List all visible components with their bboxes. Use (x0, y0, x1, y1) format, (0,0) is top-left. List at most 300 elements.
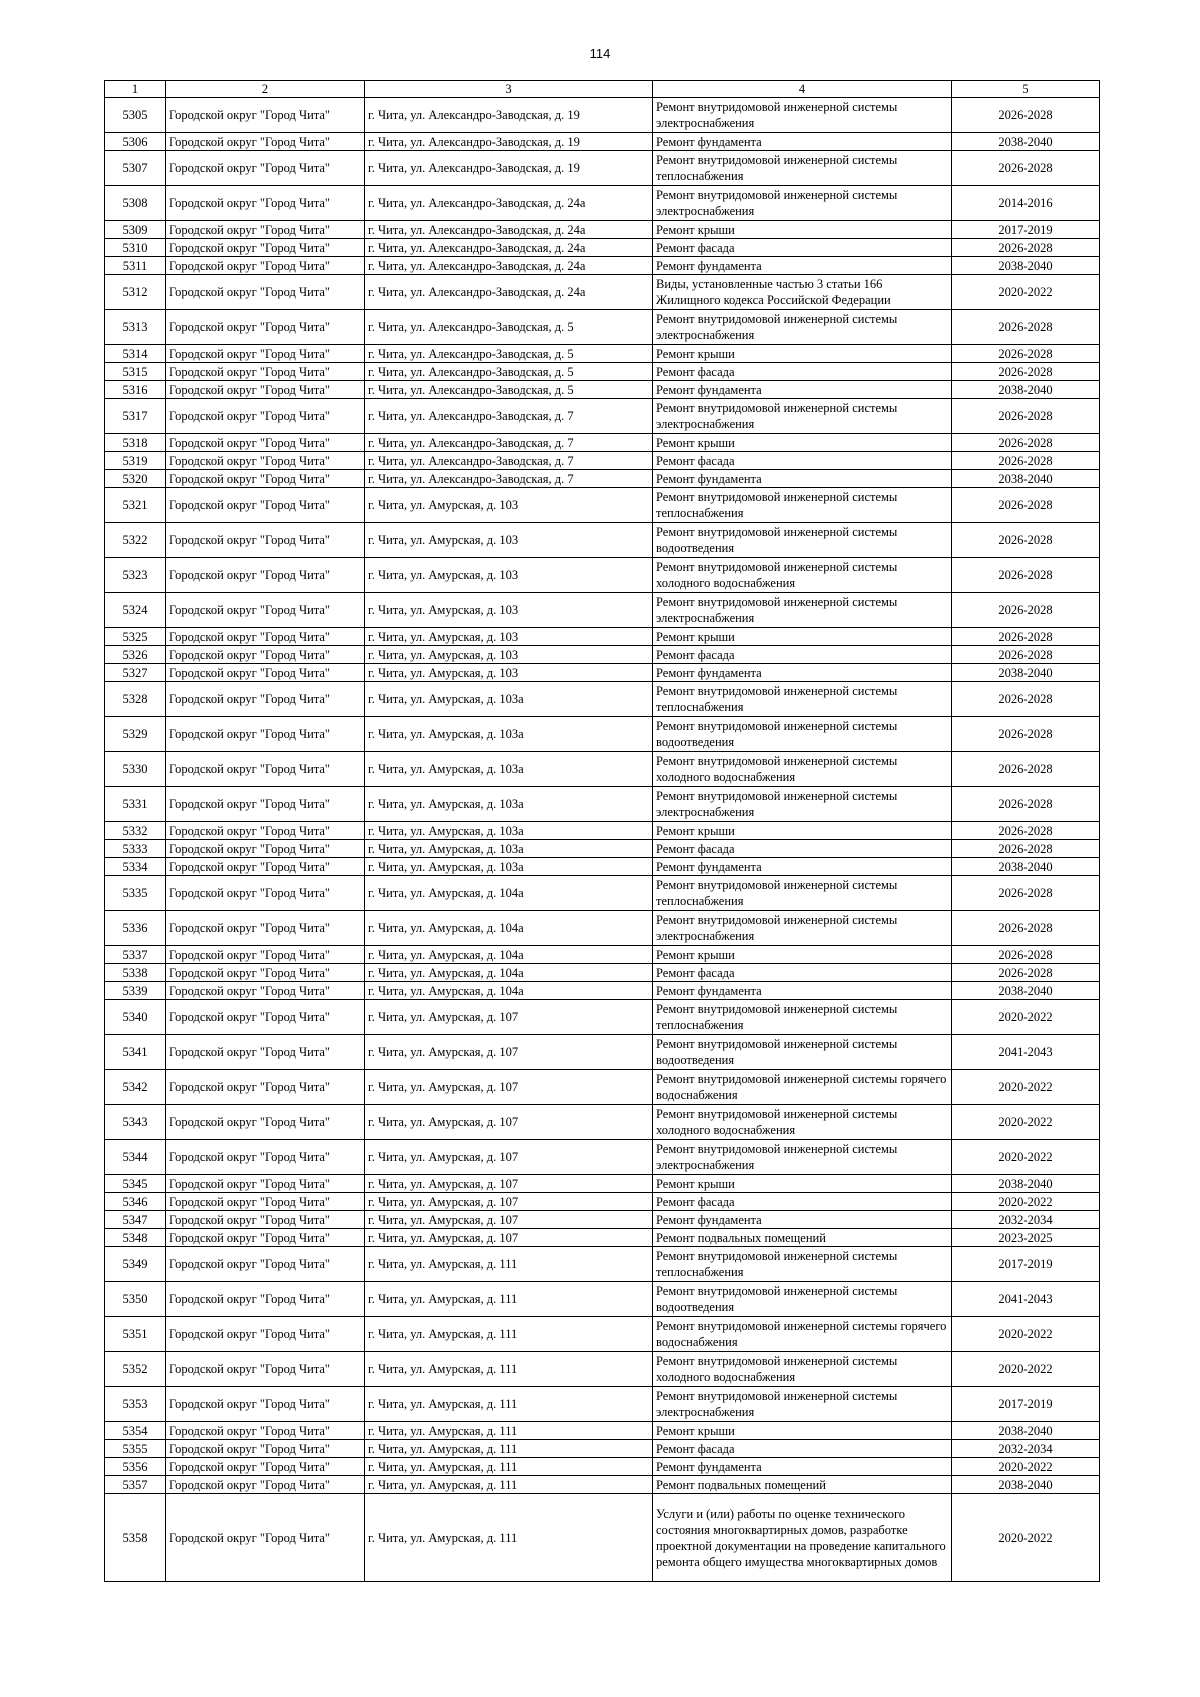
period-cell: 2020-2022 (952, 1000, 1100, 1035)
row-number: 5333 (105, 840, 166, 858)
municipality-cell: Городской округ "Город Чита" (166, 646, 365, 664)
period-cell: 2026-2028 (952, 98, 1100, 133)
work-type-cell: Ремонт внутридомовой инженерной системы теплоснабжения (653, 1247, 952, 1282)
row-number: 5344 (105, 1140, 166, 1175)
table-row (105, 1440, 1100, 1458)
municipality-cell: Городской округ "Город Чита" (166, 964, 365, 982)
address-cell: г. Чита, ул. Амурская, д. 104а (365, 946, 653, 964)
address-cell: г. Чита, ул. Амурская, д. 111 (365, 1247, 653, 1282)
period-cell: 2026-2028 (952, 628, 1100, 646)
address-cell: г. Чита, ул. Амурская, д. 111 (365, 1458, 653, 1476)
municipality-cell: Городской округ "Город Чита" (166, 434, 365, 452)
address-cell: г. Чита, ул. Амурская, д. 103а (365, 822, 653, 840)
address-cell: г. Чита, ул. Амурская, д. 107 (365, 1000, 653, 1035)
work-type-cell: Ремонт внутридомовой инженерной системы холодного водоснабжения (653, 752, 952, 787)
row-number: 5314 (105, 345, 166, 363)
table-row (105, 257, 1100, 275)
period-cell: 2020-2022 (952, 1352, 1100, 1387)
table-row (105, 787, 1100, 822)
work-type-cell: Ремонт внутридомовой инженерной системы электроснабжения (653, 399, 952, 434)
municipality-cell: Городской округ "Город Чита" (166, 717, 365, 752)
period-cell: 2038-2040 (952, 257, 1100, 275)
table-row (105, 399, 1100, 434)
work-type-cell: Ремонт внутридомовой инженерной системы водоотведения (653, 717, 952, 752)
address-cell: г. Чита, ул. Александро-Заводская, д. 19 (365, 151, 653, 186)
period-cell: 2020-2022 (952, 1105, 1100, 1140)
work-type-cell: Ремонт внутридомовой инженерной системы водоотведения (653, 1282, 952, 1317)
work-type-cell: Ремонт внутридомовой инженерной системы теплоснабжения (653, 151, 952, 186)
period-cell: 2026-2028 (952, 964, 1100, 982)
table-row (105, 593, 1100, 628)
work-type-cell: Ремонт внутридомовой инженерной системы теплоснабжения (653, 682, 952, 717)
work-type-cell: Ремонт крыши (653, 434, 952, 452)
address-cell: г. Чита, ул. Амурская, д. 103 (365, 488, 653, 523)
row-number: 5342 (105, 1070, 166, 1105)
work-type-cell: Ремонт внутридомовой инженерной системы горячего водоснабжения (653, 1317, 952, 1352)
table-row (105, 239, 1100, 257)
work-type-cell: Ремонт фундамента (653, 1458, 952, 1476)
work-type-cell: Ремонт внутридомовой инженерной системы теплоснабжения (653, 1000, 952, 1035)
period-cell: 2038-2040 (952, 133, 1100, 151)
row-number: 5306 (105, 133, 166, 151)
municipality-cell: Городской округ "Город Чита" (166, 946, 365, 964)
table-row (105, 523, 1100, 558)
row-number: 5347 (105, 1211, 166, 1229)
work-type-cell: Ремонт крыши (653, 345, 952, 363)
work-type-cell: Ремонт подвальных помещений (653, 1476, 952, 1494)
period-cell: 2026-2028 (952, 717, 1100, 752)
work-type-cell: Ремонт внутридомовой инженерной системы электроснабжения (653, 1140, 952, 1175)
period-cell: 2038-2040 (952, 664, 1100, 682)
municipality-cell: Городской округ "Город Чита" (166, 1317, 365, 1352)
table-row (105, 1070, 1100, 1105)
municipality-cell: Городской округ "Город Чита" (166, 1140, 365, 1175)
work-type-cell: Ремонт внутридомовой инженерной системы водоотведения (653, 1035, 952, 1070)
table-row (105, 1211, 1100, 1229)
address-cell: г. Чита, ул. Александро-Заводская, д. 24а (365, 275, 653, 310)
period-cell: 2026-2028 (952, 523, 1100, 558)
municipality-cell: Городской округ "Город Чита" (166, 1229, 365, 1247)
municipality-cell: Городской округ "Город Чита" (166, 452, 365, 470)
row-number: 5326 (105, 646, 166, 664)
address-cell: г. Чита, ул. Александро-Заводская, д. 24а (365, 186, 653, 221)
row-number: 5316 (105, 381, 166, 399)
address-cell: г. Чита, ул. Александро-Заводская, д. 7 (365, 434, 653, 452)
work-type-cell: Ремонт фундамента (653, 1211, 952, 1229)
work-type-cell: Ремонт фасада (653, 363, 952, 381)
address-cell: г. Чита, ул. Амурская, д. 111 (365, 1440, 653, 1458)
table-row (105, 381, 1100, 399)
row-number: 5315 (105, 363, 166, 381)
municipality-cell: Городской округ "Город Чита" (166, 876, 365, 911)
table-row (105, 982, 1100, 1000)
work-type-cell: Ремонт фасада (653, 964, 952, 982)
municipality-cell: Городской округ "Город Чита" (166, 558, 365, 593)
municipality-cell: Городской округ "Город Чита" (166, 399, 365, 434)
address-cell: г. Чита, ул. Александро-Заводская, д. 24а (365, 257, 653, 275)
row-number: 5324 (105, 593, 166, 628)
period-cell: 2038-2040 (952, 1422, 1100, 1440)
period-cell: 2017-2019 (952, 1387, 1100, 1422)
municipality-cell: Городской округ "Город Чита" (166, 682, 365, 717)
municipality-cell: Городской округ "Город Чита" (166, 664, 365, 682)
row-number: 5356 (105, 1458, 166, 1476)
municipality-cell: Городской округ "Город Чита" (166, 1175, 365, 1193)
table-row (105, 876, 1100, 911)
address-cell: г. Чита, ул. Амурская, д. 107 (365, 1035, 653, 1070)
period-cell: 2026-2028 (952, 363, 1100, 381)
row-number: 5343 (105, 1105, 166, 1140)
municipality-cell: Городской округ "Город Чита" (166, 186, 365, 221)
period-cell: 2023-2025 (952, 1229, 1100, 1247)
address-cell: г. Чита, ул. Амурская, д. 103а (365, 717, 653, 752)
table-row (105, 840, 1100, 858)
municipality-cell: Городской округ "Город Чита" (166, 470, 365, 488)
address-cell: г. Чита, ул. Амурская, д. 111 (365, 1387, 653, 1422)
period-cell: 2026-2028 (952, 239, 1100, 257)
address-cell: г. Чита, ул. Александро-Заводская, д. 7 (365, 399, 653, 434)
row-number: 5305 (105, 98, 166, 133)
row-number: 5327 (105, 664, 166, 682)
row-number: 5332 (105, 822, 166, 840)
table-row (105, 717, 1100, 752)
table-row (105, 1387, 1100, 1422)
table-row (105, 946, 1100, 964)
municipality-cell: Городской округ "Город Чита" (166, 1035, 365, 1070)
period-cell: 2032-2034 (952, 1211, 1100, 1229)
address-cell: г. Чита, ул. Амурская, д. 103 (365, 523, 653, 558)
table-row (105, 682, 1100, 717)
row-number: 5309 (105, 221, 166, 239)
table-row (105, 310, 1100, 345)
address-cell: г. Чита, ул. Амурская, д. 111 (365, 1317, 653, 1352)
municipality-cell: Городской округ "Город Чита" (166, 858, 365, 876)
address-cell: г. Чита, ул. Амурская, д. 103а (365, 858, 653, 876)
municipality-cell: Городской округ "Город Чита" (166, 133, 365, 151)
address-cell: г. Чита, ул. Александро-Заводская, д. 24а (365, 239, 653, 257)
period-cell: 2038-2040 (952, 381, 1100, 399)
row-number: 5355 (105, 1440, 166, 1458)
period-cell: 2026-2028 (952, 399, 1100, 434)
work-type-cell: Ремонт внутридомовой инженерной системы холодного водоснабжения (653, 1105, 952, 1140)
address-cell: г. Чита, ул. Амурская, д. 104а (365, 982, 653, 1000)
column-header: 5 (952, 81, 1100, 98)
work-type-cell: Ремонт крыши (653, 221, 952, 239)
period-cell: 2038-2040 (952, 470, 1100, 488)
table-row (105, 1193, 1100, 1211)
work-type-cell: Ремонт фасада (653, 1193, 952, 1211)
municipality-cell: Городской округ "Город Чита" (166, 151, 365, 186)
address-cell: г. Чита, ул. Амурская, д. 107 (365, 1105, 653, 1140)
period-cell: 2020-2022 (952, 1494, 1100, 1582)
table-row (105, 363, 1100, 381)
row-number: 5336 (105, 911, 166, 946)
period-cell: 2026-2028 (952, 840, 1100, 858)
address-cell: г. Чита, ул. Александро-Заводская, д. 19 (365, 133, 653, 151)
row-number: 5310 (105, 239, 166, 257)
period-cell: 2026-2028 (952, 593, 1100, 628)
table-row (105, 1282, 1100, 1317)
row-number: 5339 (105, 982, 166, 1000)
work-type-cell: Ремонт фасада (653, 840, 952, 858)
municipality-cell: Городской округ "Город Чита" (166, 1000, 365, 1035)
period-cell: 2020-2022 (952, 1140, 1100, 1175)
address-cell: г. Чита, ул. Амурская, д. 103а (365, 840, 653, 858)
row-number: 5334 (105, 858, 166, 876)
address-cell: г. Чита, ул. Амурская, д. 103 (365, 664, 653, 682)
work-type-cell: Ремонт внутридомовой инженерной системы электроснабжения (653, 186, 952, 221)
address-cell: г. Чита, ул. Александро-Заводская, д. 5 (365, 363, 653, 381)
table-row (105, 1317, 1100, 1352)
municipality-cell: Городской округ "Город Чита" (166, 1387, 365, 1422)
address-cell: г. Чита, ул. Амурская, д. 103 (365, 558, 653, 593)
table-row (105, 628, 1100, 646)
table-row (105, 133, 1100, 151)
municipality-cell: Городской округ "Город Чита" (166, 1440, 365, 1458)
work-type-cell: Ремонт фундамента (653, 381, 952, 399)
table-row (105, 964, 1100, 982)
address-cell: г. Чита, ул. Амурская, д. 111 (365, 1476, 653, 1494)
period-cell: 2026-2028 (952, 911, 1100, 946)
table-row (105, 151, 1100, 186)
address-cell: г. Чита, ул. Амурская, д. 111 (365, 1494, 653, 1582)
table-row (105, 488, 1100, 523)
work-type-cell: Ремонт фундамента (653, 133, 952, 151)
work-type-cell: Ремонт фундамента (653, 982, 952, 1000)
period-cell: 2020-2022 (952, 1317, 1100, 1352)
address-cell: г. Чита, ул. Амурская, д. 107 (365, 1070, 653, 1105)
work-type-cell: Ремонт внутридомовой инженерной системы теплоснабжения (653, 876, 952, 911)
municipality-cell: Городской округ "Город Чита" (166, 523, 365, 558)
table-row (105, 1422, 1100, 1440)
address-cell: г. Чита, ул. Амурская, д. 111 (365, 1282, 653, 1317)
municipality-cell: Городской округ "Город Чита" (166, 221, 365, 239)
municipality-cell: Городской округ "Город Чита" (166, 1282, 365, 1317)
work-type-cell: Ремонт фасада (653, 646, 952, 664)
municipality-cell: Городской округ "Город Чита" (166, 1193, 365, 1211)
municipality-cell: Городской округ "Город Чита" (166, 982, 365, 1000)
municipality-cell: Городской округ "Город Чита" (166, 345, 365, 363)
work-type-cell: Ремонт внутридомовой инженерной системы электроснабжения (653, 593, 952, 628)
work-type-cell: Ремонт внутридомовой инженерной системы электроснабжения (653, 310, 952, 345)
row-number: 5313 (105, 310, 166, 345)
address-cell: г. Чита, ул. Амурская, д. 104а (365, 911, 653, 946)
table-header-row (105, 81, 1100, 98)
column-header: 4 (653, 81, 952, 98)
work-type-cell: Ремонт фасада (653, 239, 952, 257)
municipality-cell: Городской округ "Город Чита" (166, 363, 365, 381)
row-number: 5357 (105, 1476, 166, 1494)
table-row (105, 1000, 1100, 1035)
period-cell: 2017-2019 (952, 1247, 1100, 1282)
municipality-cell: Городской округ "Город Чита" (166, 1070, 365, 1105)
row-number: 5311 (105, 257, 166, 275)
period-cell: 2038-2040 (952, 1476, 1100, 1494)
row-number: 5349 (105, 1247, 166, 1282)
table-row (105, 1476, 1100, 1494)
address-cell: г. Чита, ул. Амурская, д. 111 (365, 1352, 653, 1387)
table-row (105, 911, 1100, 946)
municipality-cell: Городской округ "Город Чита" (166, 1476, 365, 1494)
row-number: 5341 (105, 1035, 166, 1070)
table-row (105, 1494, 1100, 1582)
municipality-cell: Городской округ "Город Чита" (166, 911, 365, 946)
period-cell: 2014-2016 (952, 186, 1100, 221)
address-cell: г. Чита, ул. Александро-Заводская, д. 7 (365, 470, 653, 488)
work-type-cell: Ремонт крыши (653, 822, 952, 840)
row-number: 5318 (105, 434, 166, 452)
period-cell: 2026-2028 (952, 787, 1100, 822)
row-number: 5353 (105, 1387, 166, 1422)
period-cell: 2020-2022 (952, 1458, 1100, 1476)
address-cell: г. Чита, ул. Амурская, д. 103а (365, 752, 653, 787)
period-cell: 2020-2022 (952, 1193, 1100, 1211)
period-cell: 2026-2028 (952, 822, 1100, 840)
table-row (105, 1035, 1100, 1070)
period-cell: 2041-2043 (952, 1282, 1100, 1317)
work-type-cell: Ремонт фундамента (653, 858, 952, 876)
address-cell: г. Чита, ул. Амурская, д. 107 (365, 1229, 653, 1247)
municipality-cell: Городской округ "Город Чита" (166, 752, 365, 787)
row-number: 5351 (105, 1317, 166, 1352)
work-type-cell: Ремонт внутридомовой инженерной системы электроснабжения (653, 98, 952, 133)
period-cell: 2017-2019 (952, 221, 1100, 239)
work-type-cell: Ремонт внутридомовой инженерной системы холодного водоснабжения (653, 558, 952, 593)
municipality-cell: Городской округ "Город Чита" (166, 1494, 365, 1582)
period-cell: 2020-2022 (952, 275, 1100, 310)
table-row (105, 221, 1100, 239)
address-cell: г. Чита, ул. Александро-Заводская, д. 5 (365, 310, 653, 345)
period-cell: 2026-2028 (952, 876, 1100, 911)
address-cell: г. Чита, ул. Александро-Заводская, д. 5 (365, 345, 653, 363)
address-cell: г. Чита, ул. Амурская, д. 107 (365, 1140, 653, 1175)
row-number: 5331 (105, 787, 166, 822)
table-row (105, 452, 1100, 470)
work-type-cell: Ремонт крыши (653, 1422, 952, 1440)
table-row (105, 664, 1100, 682)
table-row (105, 822, 1100, 840)
table-row (105, 558, 1100, 593)
row-number: 5321 (105, 488, 166, 523)
address-cell: г. Чита, ул. Амурская, д. 103 (365, 593, 653, 628)
row-number: 5322 (105, 523, 166, 558)
table-row (105, 752, 1100, 787)
municipality-cell: Городской округ "Город Чита" (166, 1105, 365, 1140)
address-cell: г. Чита, ул. Амурская, д. 107 (365, 1211, 653, 1229)
municipality-cell: Городской округ "Город Чита" (166, 840, 365, 858)
municipality-cell: Городской округ "Город Чита" (166, 628, 365, 646)
row-number: 5329 (105, 717, 166, 752)
work-type-cell: Ремонт фундамента (653, 257, 952, 275)
table-row (105, 646, 1100, 664)
municipality-cell: Городской округ "Город Чита" (166, 787, 365, 822)
address-cell: г. Чита, ул. Амурская, д. 103 (365, 628, 653, 646)
address-cell: г. Чита, ул. Александро-Заводская, д. 7 (365, 452, 653, 470)
period-cell: 2038-2040 (952, 982, 1100, 1000)
row-number: 5345 (105, 1175, 166, 1193)
municipality-cell: Городской округ "Город Чита" (166, 1211, 365, 1229)
period-cell: 2026-2028 (952, 345, 1100, 363)
table-row (105, 1458, 1100, 1476)
work-type-cell: Ремонт внутридомовой инженерной системы водоотведения (653, 523, 952, 558)
row-number: 5348 (105, 1229, 166, 1247)
row-number: 5307 (105, 151, 166, 186)
work-type-cell: Виды, установленные частью 3 статьи 166 Жилищного кодекса Российской Федерации (653, 275, 952, 310)
municipality-cell: Городской округ "Город Чита" (166, 1352, 365, 1387)
period-cell: 2026-2028 (952, 682, 1100, 717)
municipality-cell: Городской округ "Город Чита" (166, 822, 365, 840)
table-row (105, 1247, 1100, 1282)
table-row (105, 1229, 1100, 1247)
work-type-cell: Ремонт фундамента (653, 664, 952, 682)
period-cell: 2038-2040 (952, 1175, 1100, 1193)
work-type-cell: Ремонт внутридомовой инженерной системы холодного водоснабжения (653, 1352, 952, 1387)
period-cell: 2020-2022 (952, 1070, 1100, 1105)
address-cell: г. Чита, ул. Амурская, д. 103а (365, 787, 653, 822)
table-row (105, 434, 1100, 452)
work-type-cell: Ремонт фасада (653, 452, 952, 470)
table-row (105, 345, 1100, 363)
table-row (105, 1105, 1100, 1140)
table-row (105, 98, 1100, 133)
row-number: 5330 (105, 752, 166, 787)
table-row (105, 1352, 1100, 1387)
period-cell: 2026-2028 (952, 946, 1100, 964)
municipality-cell: Городской округ "Город Чита" (166, 1247, 365, 1282)
work-type-cell: Ремонт крыши (653, 946, 952, 964)
row-number: 5337 (105, 946, 166, 964)
column-header: 1 (105, 81, 166, 98)
row-number: 5354 (105, 1422, 166, 1440)
municipality-cell: Городской округ "Город Чита" (166, 257, 365, 275)
work-type-cell: Ремонт подвальных помещений (653, 1229, 952, 1247)
row-number: 5346 (105, 1193, 166, 1211)
period-cell: 2038-2040 (952, 858, 1100, 876)
column-header: 3 (365, 81, 653, 98)
period-cell: 2026-2028 (952, 310, 1100, 345)
row-number: 5352 (105, 1352, 166, 1387)
work-type-cell: Ремонт внутридомовой инженерной системы электроснабжения (653, 911, 952, 946)
work-type-cell: Ремонт крыши (653, 1175, 952, 1193)
work-type-cell: Ремонт внутридомовой инженерной системы горячего водоснабжения (653, 1070, 952, 1105)
table-row (105, 275, 1100, 310)
address-cell: г. Чита, ул. Амурская, д. 107 (365, 1175, 653, 1193)
row-number: 5340 (105, 1000, 166, 1035)
period-cell: 2026-2028 (952, 558, 1100, 593)
period-cell: 2026-2028 (952, 452, 1100, 470)
row-number: 5319 (105, 452, 166, 470)
row-number: 5350 (105, 1282, 166, 1317)
row-number: 5320 (105, 470, 166, 488)
row-number: 5323 (105, 558, 166, 593)
municipality-cell: Городской округ "Город Чита" (166, 1458, 365, 1476)
row-number: 5328 (105, 682, 166, 717)
row-number: 5335 (105, 876, 166, 911)
municipality-cell: Городской округ "Город Чита" (166, 239, 365, 257)
capital-repair-table (104, 80, 1100, 1582)
address-cell: г. Чита, ул. Александро-Заводская, д. 5 (365, 381, 653, 399)
row-number: 5358 (105, 1494, 166, 1582)
row-number: 5308 (105, 186, 166, 221)
work-type-cell: Ремонт внутридомовой инженерной системы теплоснабжения (653, 488, 952, 523)
work-type-cell: Ремонт фасада (653, 1440, 952, 1458)
address-cell: г. Чита, ул. Александро-Заводская, д. 24а (365, 221, 653, 239)
municipality-cell: Городской округ "Город Чита" (166, 593, 365, 628)
table-row (105, 186, 1100, 221)
municipality-cell: Городской округ "Город Чита" (166, 1422, 365, 1440)
address-cell: г. Чита, ул. Амурская, д. 104а (365, 876, 653, 911)
address-cell: г. Чита, ул. Амурская, д. 111 (365, 1422, 653, 1440)
